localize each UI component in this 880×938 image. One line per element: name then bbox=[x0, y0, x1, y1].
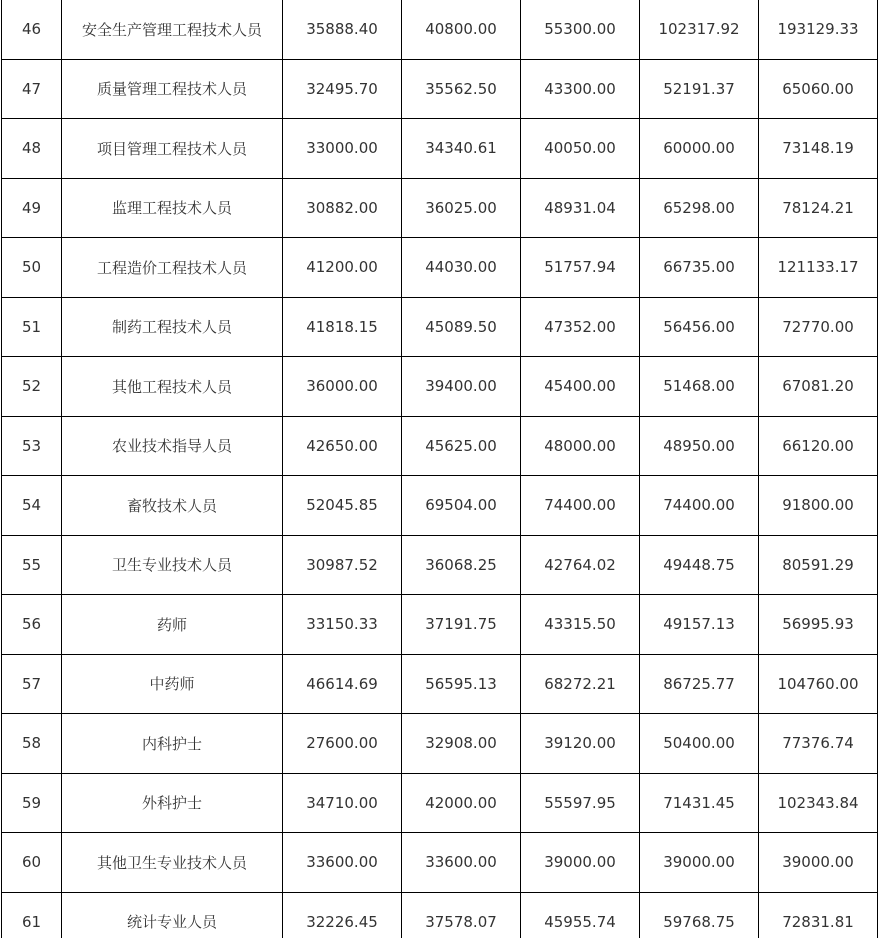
value-cell: 40800.00 bbox=[402, 0, 521, 59]
value-cell: 39000.00 bbox=[759, 833, 878, 893]
value-cell: 59768.75 bbox=[640, 892, 759, 938]
occupation-cell: 畜牧技术人员 bbox=[62, 476, 283, 536]
table-row bbox=[2, 59, 878, 119]
value-cell: 35888.40 bbox=[283, 0, 402, 59]
table-row bbox=[2, 773, 878, 833]
value-cell: 67081.20 bbox=[759, 357, 878, 417]
value-cell: 44030.00 bbox=[402, 238, 521, 298]
value-cell: 27600.00 bbox=[283, 714, 402, 774]
occupation-cell: 质量管理工程技术人员 bbox=[62, 59, 283, 119]
value-cell: 30987.52 bbox=[283, 535, 402, 595]
table-row bbox=[2, 595, 878, 655]
table-row bbox=[2, 119, 878, 179]
value-cell: 39120.00 bbox=[521, 714, 640, 774]
table-row bbox=[2, 833, 878, 893]
value-cell: 51468.00 bbox=[640, 357, 759, 417]
occupation-cell: 内科护士 bbox=[62, 714, 283, 774]
row-number-cell: 51 bbox=[2, 297, 62, 357]
row-number-cell: 59 bbox=[2, 773, 62, 833]
value-cell: 52191.37 bbox=[640, 59, 759, 119]
value-cell: 33150.33 bbox=[283, 595, 402, 655]
value-cell: 71431.45 bbox=[640, 773, 759, 833]
occupation-cell: 药师 bbox=[62, 595, 283, 655]
value-cell: 50400.00 bbox=[640, 714, 759, 774]
occupation-cell: 其他工程技术人员 bbox=[62, 357, 283, 417]
value-cell: 36068.25 bbox=[402, 535, 521, 595]
value-cell: 32226.45 bbox=[283, 892, 402, 938]
table-row bbox=[2, 0, 878, 59]
value-cell: 66735.00 bbox=[640, 238, 759, 298]
occupation-cell: 农业技术指导人员 bbox=[62, 416, 283, 476]
occupation-cell: 外科护士 bbox=[62, 773, 283, 833]
row-number-cell: 50 bbox=[2, 238, 62, 298]
value-cell: 47352.00 bbox=[521, 297, 640, 357]
row-number-cell: 61 bbox=[2, 892, 62, 938]
value-cell: 49448.75 bbox=[640, 535, 759, 595]
value-cell: 42764.02 bbox=[521, 535, 640, 595]
value-cell: 33600.00 bbox=[283, 833, 402, 893]
value-cell: 35562.50 bbox=[402, 59, 521, 119]
value-cell: 51757.94 bbox=[521, 238, 640, 298]
value-cell: 56595.13 bbox=[402, 654, 521, 714]
value-cell: 43300.00 bbox=[521, 59, 640, 119]
value-cell: 48931.04 bbox=[521, 178, 640, 238]
row-number-cell: 60 bbox=[2, 833, 62, 893]
table-row bbox=[2, 892, 878, 938]
value-cell: 30882.00 bbox=[283, 178, 402, 238]
row-number-cell: 52 bbox=[2, 357, 62, 417]
occupation-cell: 卫生专业技术人员 bbox=[62, 535, 283, 595]
occupation-cell: 统计专业人员 bbox=[62, 892, 283, 938]
value-cell: 86725.77 bbox=[640, 654, 759, 714]
value-cell: 78124.21 bbox=[759, 178, 878, 238]
value-cell: 74400.00 bbox=[640, 476, 759, 536]
row-number-cell: 53 bbox=[2, 416, 62, 476]
occupation-cell: 制药工程技术人员 bbox=[62, 297, 283, 357]
value-cell: 69504.00 bbox=[402, 476, 521, 536]
value-cell: 33600.00 bbox=[402, 833, 521, 893]
value-cell: 41818.15 bbox=[283, 297, 402, 357]
value-cell: 41200.00 bbox=[283, 238, 402, 298]
value-cell: 48000.00 bbox=[521, 416, 640, 476]
value-cell: 36000.00 bbox=[283, 357, 402, 417]
value-cell: 32908.00 bbox=[402, 714, 521, 774]
table-row bbox=[2, 416, 878, 476]
value-cell: 80591.29 bbox=[759, 535, 878, 595]
value-cell: 121133.17 bbox=[759, 238, 878, 298]
value-cell: 32495.70 bbox=[283, 59, 402, 119]
value-cell: 60000.00 bbox=[640, 119, 759, 179]
value-cell: 73148.19 bbox=[759, 119, 878, 179]
value-cell: 40050.00 bbox=[521, 119, 640, 179]
salary-table-body bbox=[2, 0, 878, 938]
row-number-cell: 49 bbox=[2, 178, 62, 238]
row-number-cell: 48 bbox=[2, 119, 62, 179]
table-row bbox=[2, 357, 878, 417]
value-cell: 74400.00 bbox=[521, 476, 640, 536]
value-cell: 55597.95 bbox=[521, 773, 640, 833]
value-cell: 72831.81 bbox=[759, 892, 878, 938]
value-cell: 42000.00 bbox=[402, 773, 521, 833]
occupation-cell: 监理工程技术人员 bbox=[62, 178, 283, 238]
row-number-cell: 46 bbox=[2, 0, 62, 59]
row-number-cell: 47 bbox=[2, 59, 62, 119]
row-number-cell: 55 bbox=[2, 535, 62, 595]
value-cell: 48950.00 bbox=[640, 416, 759, 476]
value-cell: 34710.00 bbox=[283, 773, 402, 833]
row-number-cell: 56 bbox=[2, 595, 62, 655]
value-cell: 104760.00 bbox=[759, 654, 878, 714]
table-row bbox=[2, 297, 878, 357]
occupation-cell: 其他卫生专业技术人员 bbox=[62, 833, 283, 893]
value-cell: 36025.00 bbox=[402, 178, 521, 238]
row-number-cell: 54 bbox=[2, 476, 62, 536]
value-cell: 77376.74 bbox=[759, 714, 878, 774]
value-cell: 55300.00 bbox=[521, 0, 640, 59]
value-cell: 66120.00 bbox=[759, 416, 878, 476]
value-cell: 46614.69 bbox=[283, 654, 402, 714]
value-cell: 193129.33 bbox=[759, 0, 878, 59]
value-cell: 39400.00 bbox=[402, 357, 521, 417]
value-cell: 102317.92 bbox=[640, 0, 759, 59]
occupation-cell: 安全生产管理工程技术人员 bbox=[62, 0, 283, 59]
salary-table bbox=[1, 0, 878, 938]
table-row bbox=[2, 714, 878, 774]
value-cell: 91800.00 bbox=[759, 476, 878, 536]
occupation-cell: 项目管理工程技术人员 bbox=[62, 119, 283, 179]
value-cell: 45400.00 bbox=[521, 357, 640, 417]
value-cell: 49157.13 bbox=[640, 595, 759, 655]
value-cell: 72770.00 bbox=[759, 297, 878, 357]
value-cell: 37191.75 bbox=[402, 595, 521, 655]
table-row bbox=[2, 178, 878, 238]
value-cell: 45089.50 bbox=[402, 297, 521, 357]
value-cell: 52045.85 bbox=[283, 476, 402, 536]
value-cell: 43315.50 bbox=[521, 595, 640, 655]
value-cell: 39000.00 bbox=[521, 833, 640, 893]
value-cell: 39000.00 bbox=[640, 833, 759, 893]
value-cell: 56456.00 bbox=[640, 297, 759, 357]
table-row bbox=[2, 535, 878, 595]
value-cell: 33000.00 bbox=[283, 119, 402, 179]
table-row bbox=[2, 654, 878, 714]
table-row bbox=[2, 476, 878, 536]
value-cell: 65298.00 bbox=[640, 178, 759, 238]
value-cell: 45625.00 bbox=[402, 416, 521, 476]
value-cell: 37578.07 bbox=[402, 892, 521, 938]
table-row bbox=[2, 238, 878, 298]
row-number-cell: 57 bbox=[2, 654, 62, 714]
value-cell: 102343.84 bbox=[759, 773, 878, 833]
occupation-cell: 工程造价工程技术人员 bbox=[62, 238, 283, 298]
occupation-cell: 中药师 bbox=[62, 654, 283, 714]
value-cell: 56995.93 bbox=[759, 595, 878, 655]
value-cell: 34340.61 bbox=[402, 119, 521, 179]
value-cell: 65060.00 bbox=[759, 59, 878, 119]
value-cell: 42650.00 bbox=[283, 416, 402, 476]
row-number-cell: 58 bbox=[2, 714, 62, 774]
value-cell: 45955.74 bbox=[521, 892, 640, 938]
value-cell: 68272.21 bbox=[521, 654, 640, 714]
